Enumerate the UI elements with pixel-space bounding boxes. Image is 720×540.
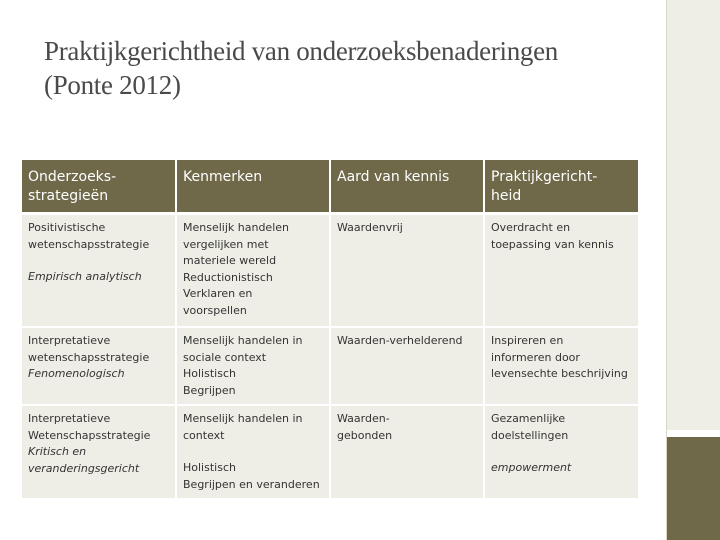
sidebar-divider xyxy=(666,0,667,540)
cell-text: Wetenschapsstrategie xyxy=(28,428,151,442)
sidebar-gap xyxy=(666,430,720,437)
cell-strategy xyxy=(22,406,177,500)
cell-text: materiele wereld xyxy=(183,254,277,267)
header-text: heid xyxy=(491,188,522,204)
cell-kenmerken xyxy=(177,406,331,500)
header-text: Kenmerken xyxy=(183,169,263,185)
cell-subtext: Fenomenologisch xyxy=(28,367,125,380)
decorative-sidebar xyxy=(666,0,720,540)
cell-subtext: Kritisch en xyxy=(28,445,87,458)
cell-text: Interpretatieve xyxy=(28,412,111,425)
cell-text: Menselijk handelen in xyxy=(183,334,303,347)
cell-aard xyxy=(331,215,485,328)
cell-text: Verklaren en xyxy=(183,287,253,300)
cell-text: Overdracht en xyxy=(491,221,571,234)
header-aard-van-kennis xyxy=(331,160,485,215)
cell-text: Begrijpen xyxy=(183,383,236,397)
cell-text: voorspellen xyxy=(183,303,247,317)
table-row xyxy=(22,215,638,328)
table-row xyxy=(22,406,638,500)
sidebar-bottom-band xyxy=(666,437,720,540)
cell-kenmerken xyxy=(177,328,331,406)
cell-text: Waardenvrij xyxy=(337,221,403,234)
header-praktijkgerichtheid xyxy=(485,160,638,215)
cell-strategy xyxy=(22,328,177,406)
cell-text: gebonden xyxy=(337,428,393,442)
slide-title-line1: Praktijkgerichtheid van onderzoeksbenaderingen xyxy=(44,36,559,66)
cell-praktijk xyxy=(485,406,638,500)
cell-text: wetenschapsstrategie xyxy=(28,350,150,364)
cell-strategy xyxy=(22,215,177,328)
cell-text: Interpretatieve xyxy=(28,334,111,347)
cell-text: Holistisch xyxy=(183,461,236,474)
cell-text: doelstellingen xyxy=(491,428,569,442)
header-text: Praktijkgericht- xyxy=(491,169,598,185)
cell-text: informeren door xyxy=(491,350,580,364)
cell-subtext: Empirisch analytisch xyxy=(28,270,142,283)
table-row xyxy=(22,328,638,406)
cell-text: wetenschapsstrategie xyxy=(28,237,150,251)
cell-subtext: empowerment xyxy=(491,461,572,474)
cell-text: toepassing van kennis xyxy=(491,237,614,251)
header-kenmerken xyxy=(177,160,331,215)
cell-text: vergelijken met xyxy=(183,237,269,251)
header-text: Aard van kennis xyxy=(337,169,450,185)
cell-praktijk xyxy=(485,215,638,328)
cell-text: levensechte beschrijving xyxy=(491,367,628,380)
cell-praktijk xyxy=(485,328,638,406)
cell-text: Holistisch xyxy=(183,367,236,380)
cell-text: sociale context xyxy=(183,350,267,364)
cell-aard xyxy=(331,406,485,500)
cell-text: Positivistische xyxy=(28,221,106,234)
slide-title-line2: (Ponte 2012) xyxy=(44,70,181,100)
cell-text: Reductionistisch xyxy=(183,270,273,284)
sidebar-top-band xyxy=(666,0,720,430)
header-strategieen xyxy=(22,160,177,215)
cell-aard xyxy=(331,328,485,406)
cell-text: Waarden- xyxy=(337,412,390,425)
cell-text: Waarden-verhelderend xyxy=(337,334,463,347)
cell-kenmerken xyxy=(177,215,331,328)
table-header-row xyxy=(22,160,638,215)
header-text: Onderzoeks- xyxy=(28,169,117,185)
cell-text: Menselijk handelen in xyxy=(183,412,303,425)
cell-subtext: veranderingsgericht xyxy=(28,461,140,475)
header-text: strategieën xyxy=(28,188,109,204)
slide-title xyxy=(44,34,644,102)
cell-text: Begrijpen en veranderen xyxy=(183,477,320,491)
cell-text: Gezamenlijke xyxy=(491,412,566,425)
cell-text: Inspireren en xyxy=(491,334,564,347)
cell-text: Menselijk handelen xyxy=(183,221,289,234)
research-strategies-table xyxy=(22,160,638,500)
cell-text: context xyxy=(183,428,225,442)
